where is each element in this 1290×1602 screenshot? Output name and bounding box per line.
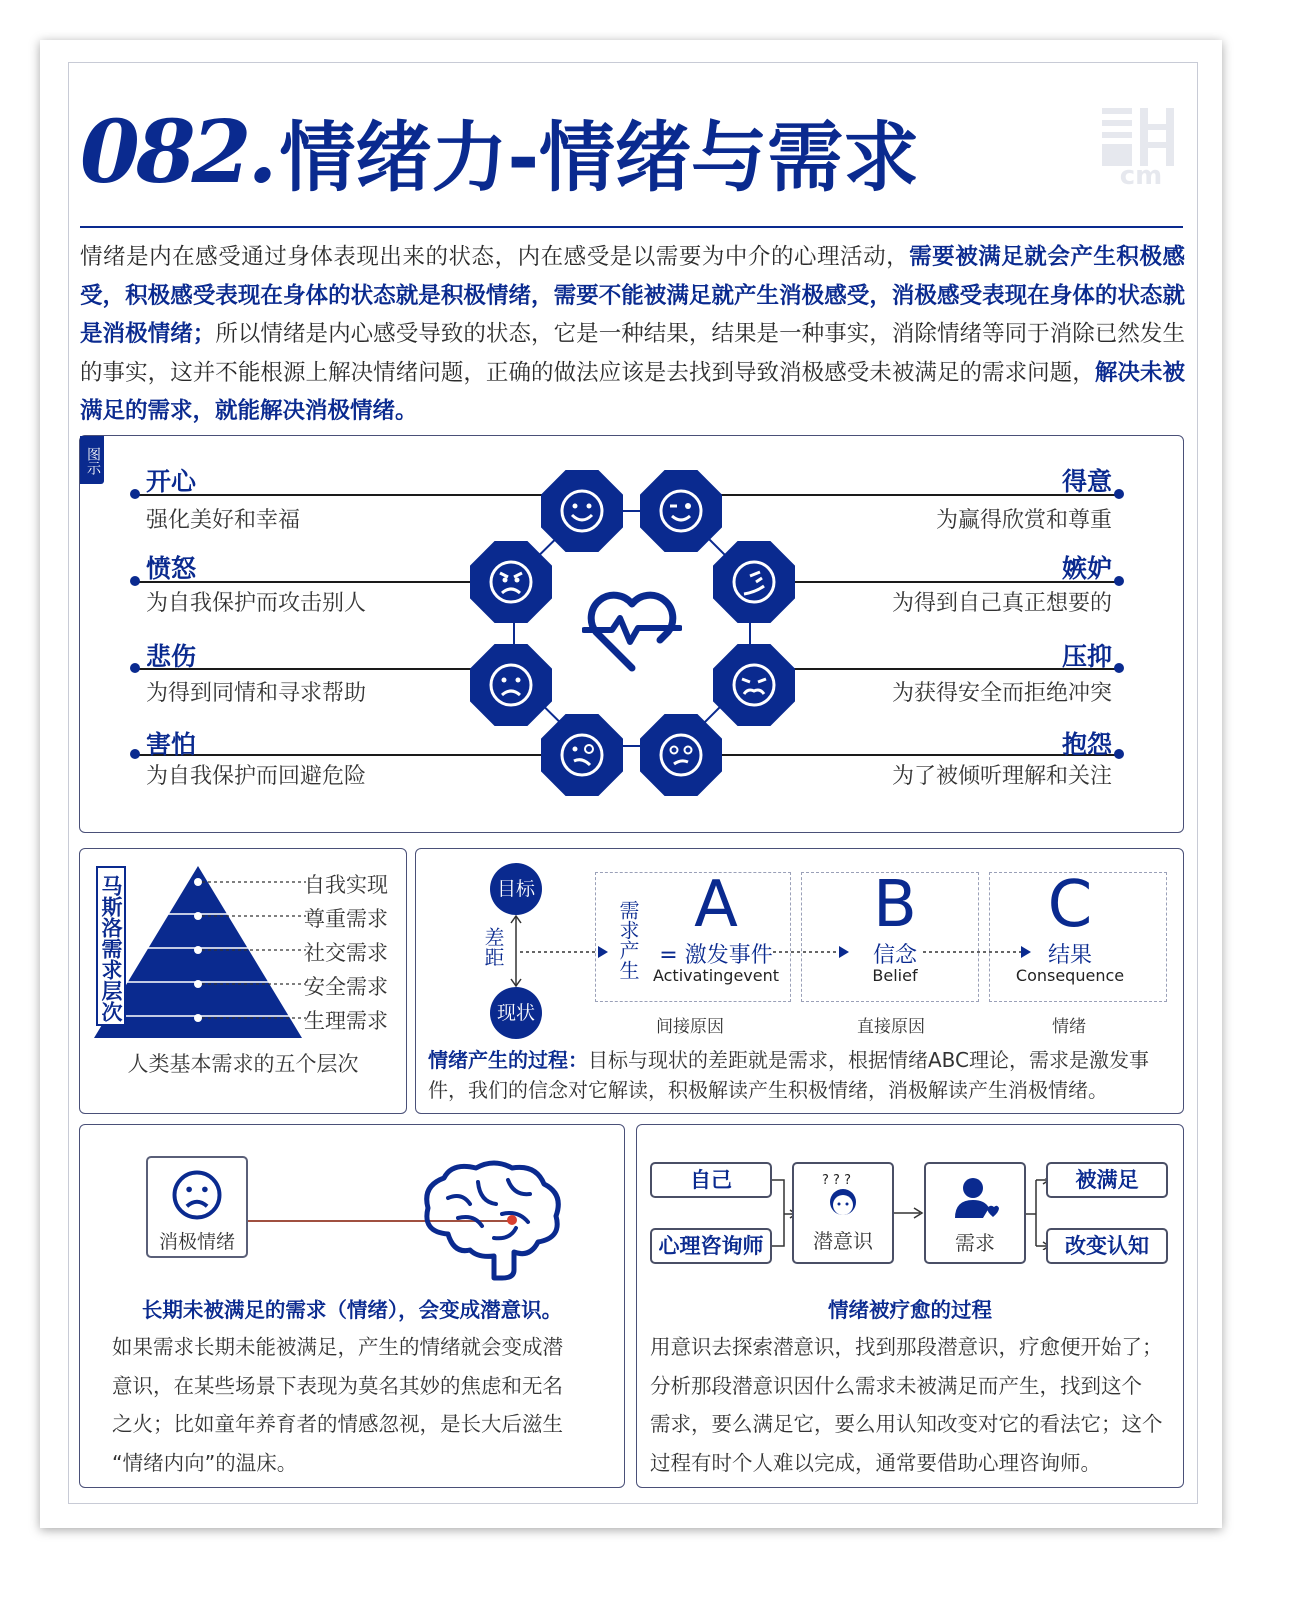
emotion-desc: 为赢得欣赏和尊重 xyxy=(935,508,1112,533)
para-line: 用意识去探索潜意识，找到那段潜意识，疗愈便开始了； xyxy=(650,1335,1163,1359)
change-cognition-box: 改变认知 xyxy=(1046,1228,1168,1264)
abc-desc-text: 目标与现状的差距就是需求，根据情绪ABC理论，需求是激发事件，我们的信念对它解读，积极解读产生积极情绪，消极解读产生消极情绪。 xyxy=(428,1048,1150,1102)
emotion-name: 抱怨 xyxy=(1061,730,1112,759)
need-label: 需求 xyxy=(955,1231,995,1255)
negative-emotion-label: 消极情绪 xyxy=(158,1231,235,1253)
arrow-right xyxy=(894,1205,924,1221)
heart-pulse-icon xyxy=(582,588,682,674)
diagram-tag: 图示 xyxy=(80,436,104,484)
maslow-level: 尊重需求 xyxy=(304,907,388,931)
title-number: 082. xyxy=(80,102,274,203)
emotion-name: 嫉妒 xyxy=(1061,554,1112,583)
event-en: Activatingevent xyxy=(652,966,780,985)
emotion-dot xyxy=(130,663,140,673)
emotion-name: 得意 xyxy=(1061,467,1112,496)
maslow-caption: 人类基本需求的五个层次 xyxy=(127,1052,359,1076)
abc-description xyxy=(428,1045,1173,1105)
emotion-dot xyxy=(1114,663,1124,673)
maslow-level: 社交需求 xyxy=(304,941,388,965)
indirect-cause: 间接原因 xyxy=(656,1017,724,1037)
emotion-desc: 为了被倾听理解和关注 xyxy=(891,764,1112,789)
para-line: “情绪内向”的温床。 xyxy=(112,1450,298,1475)
emotion-desc: 为获得安全而拒绝冲突 xyxy=(891,681,1112,706)
page-title xyxy=(80,96,920,203)
intro-bold-1: 需要被满足就会产生积极感受，积极感受表现在身体的状态就是积极情绪，需要不能被满足就产生消极感受，消极感受表现在身体的状态就是消极情绪； xyxy=(80,244,1185,347)
para-line: 如果需求长期未能被满足，产生的情绪就会变成潜 xyxy=(112,1335,563,1359)
para-line: 分析那段潜意识因什么需求未被满足而产生，找到这个 xyxy=(650,1373,1142,1398)
subconscious-paragraph xyxy=(112,1328,612,1482)
healing-subhead: 情绪被疗愈的过程 xyxy=(828,1298,992,1322)
emotion-desc: 为自我保护而回避危险 xyxy=(146,764,367,789)
maslow-vertical-label: 马斯洛需求层次 xyxy=(96,866,126,1026)
emotion-dot xyxy=(1114,749,1124,759)
maslow-level: 生理需求 xyxy=(304,1009,388,1033)
consequence-cn: 结果 xyxy=(1047,943,1092,968)
consequence-en: Consequence xyxy=(1015,966,1125,985)
brain-icon xyxy=(418,1158,566,1282)
emotion-result: 情绪 xyxy=(1052,1017,1086,1037)
emotion-dot xyxy=(1114,489,1124,499)
maslow-level: 安全需求 xyxy=(304,975,388,999)
logo-icon xyxy=(1100,104,1182,186)
subconscious-subhead: 长期未被满足的需求（情绪），会变成潜意识。 xyxy=(141,1298,563,1322)
event-cn-text: 激发事件 xyxy=(684,943,773,968)
event-cn: = 激发事件 xyxy=(659,943,773,968)
subconscious-card xyxy=(792,1162,894,1264)
emotion-desc: 为得到自己真正想要的 xyxy=(891,591,1112,616)
para-line: 需求，要么满足它，要么用认知改变对它的看法它；这个 xyxy=(650,1412,1163,1436)
emotion-name: 害怕 xyxy=(146,730,197,759)
emotion-desc: 为自我保护而攻击别人 xyxy=(146,591,367,616)
title-rule xyxy=(80,226,1183,228)
intro-bold-2: 解决未被满足的需求，就能解决消极情绪。 xyxy=(80,359,1185,424)
svg-text:cm: cm xyxy=(1119,161,1163,186)
emotion-desc: 强化美好和幸福 xyxy=(146,508,301,533)
negative-emotion-card xyxy=(146,1156,248,1258)
counselor-box: 心理咨询师 xyxy=(650,1228,772,1264)
abc-desc-bold: 情绪产生的过程： xyxy=(428,1048,588,1072)
emotion-name: 愤怒 xyxy=(146,554,197,583)
para-line: 意识，在某些场景下表现为莫名其妙的焦虑和无名 xyxy=(112,1373,563,1398)
intro-paragraph xyxy=(80,238,1185,431)
letter-c: C xyxy=(1047,868,1093,942)
healing-paragraph xyxy=(650,1328,1180,1482)
gap-label: 差距 xyxy=(481,927,505,967)
intro-text-2: 所以情绪是内心感受导致的状态，它是一种结果，结果是一种事实，消除情绪等同于消除已然发生的事实，这并不能根源上解决情绪问题，正确的做法应该是去找到导致消极感受未被满足的需求问题， xyxy=(80,321,1185,386)
emotion-dot xyxy=(130,489,140,499)
maslow-level: 自我实现 xyxy=(304,873,388,897)
satisfied-box: 被满足 xyxy=(1046,1162,1168,1198)
need-produce-label: 需求产生 xyxy=(616,900,640,980)
emotion-desc: 为得到同情和寻求帮助 xyxy=(146,681,367,706)
emotion-name: 压抑 xyxy=(1061,642,1112,671)
intro-text-1: 情绪是内在感受通过身体表现出来的状态，内在感受是以需要为中介的心理活动， xyxy=(80,244,910,270)
maslow-pyramid xyxy=(94,860,314,1040)
emotion-dot xyxy=(130,749,140,759)
para-line: 过程有时个人难以完成，通常要借助心理咨询师。 xyxy=(650,1450,1101,1475)
emotion-name: 开心 xyxy=(146,467,197,496)
emotion-name: 悲伤 xyxy=(146,642,197,671)
emotion-dot xyxy=(130,576,140,586)
belief-cn: 信念 xyxy=(872,943,917,968)
need-card xyxy=(924,1162,1026,1264)
emotion-dot xyxy=(1114,576,1124,586)
direct-cause: 直接原因 xyxy=(857,1017,925,1037)
current-badge: 现状 xyxy=(490,987,542,1039)
belief-en: Belief xyxy=(872,966,918,985)
goal-badge: 目标 xyxy=(490,863,542,915)
thinking-person-icon xyxy=(816,1170,870,1220)
letter-a: A xyxy=(694,868,738,942)
subconscious-label: 潜意识 xyxy=(813,1229,873,1253)
self-box: 自己 xyxy=(650,1162,772,1198)
brand-logo xyxy=(1100,104,1182,186)
para-line: 之火；比如童年养育者的情感忽视，是长大后滋生 xyxy=(112,1412,563,1436)
person-heart-icon xyxy=(951,1174,999,1222)
sad-face-icon xyxy=(170,1168,224,1222)
svg-text:? ? ?: ? ? ? xyxy=(822,1173,851,1188)
title-text: 情绪力-情绪与需求 xyxy=(279,113,920,202)
letter-b: B xyxy=(873,868,917,942)
